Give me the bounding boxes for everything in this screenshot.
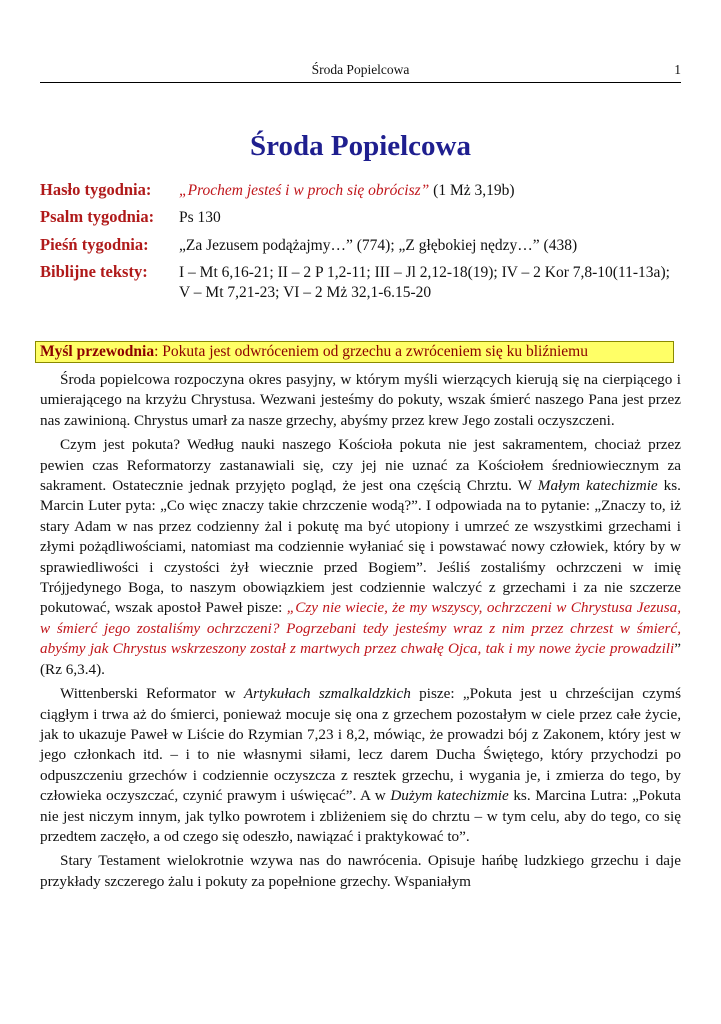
running-header	[40, 60, 681, 83]
guiding-thought-label: Myśl przewodnia	[40, 343, 155, 360]
book-title: Dużym katechizmie	[390, 787, 509, 805]
readings-label: Biblijne teksty:	[40, 262, 148, 281]
guiding-thought-box	[35, 341, 674, 363]
song-value: „Za Jezusem podążajmy…” (774); „Z głębokiej nędzy…” (438)	[179, 237, 578, 254]
guiding-thought-text: : Pokuta jest odwróceniem od grzechu a zwróceniem się ku bliźniemu	[154, 343, 588, 360]
motto-quote: „Prochem jesteś i w proch się obrócisz”	[179, 182, 430, 199]
psalm-value: Ps 130	[179, 209, 221, 226]
readings-value: I – Mt 6,16-21; II – 2 P 1,2-11; III – Jl 2,12-18(19); IV – 2 Kor 7,8-10(11-13a); V – Mt 7,21-23; VI – 2 Mż 32,1-6.15-20	[179, 264, 670, 301]
paragraph: Stary Testament wielokrotnie wzywa nas do nawrócenia. Opisuje hańbę ludzkiego grzechu i daje przykłady szczerego żalu i pokuty za popełnione grzechy. Wspaniałym	[40, 852, 681, 890]
body-text	[40, 370, 681, 896]
page-number: 1	[674, 62, 681, 77]
psalm-label: Psalm tygodnia:	[40, 207, 155, 226]
scripture-quote: „Czy nie wiecie, że my wszyscy, ochrzczeni w Chrystusa Jezusa, w śmierć jego zostaliśmy ochrzczeni? Pogrzebani tedy jesteśmy wraz z nim przez chrzest w śmierć, abyśmy jak Chrystus wskrzeszony został z martwych przez chwałę Ojca, tak i my nowe życie prowadzili	[40, 599, 681, 658]
book-title: Małym katechizmie	[537, 477, 658, 495]
paragraph: Wittenberski Reformator w Artykułach szmalkaldzkich pisze: „Pokuta jest u chrześcijan czymś ciągłym i trwa aż do śmierci, ponieważ mocuje się ona z grzechem pozostałym w ciele przez całe życie, jak to ukazuje Paweł w Liście do Rzymian 7,23 i 8,2, mówiąc, że prowadzi bój z Zakonem, który jest w jego członkach itd. – i to nie własnymi siłami, lecz darem Ducha Świętego, który przychodzi po odpuszczeniu grzechów i codziennie oczyszcza z resztek grzechu, i wygania je, i zmierza do tego, by człowieka oczyszczać, czynić prawym i uświęcać”. A w Dużym katechizmie ks. Marcina Lutra: „Pokuta nie jest niczym innym, jak tylko powrotem i zbliżeniem się do chrztu – w tym celu, aby do tego, co się przedtem zaczęło, a od czego się odeszło, nawiązać i praktykować to”.	[40, 685, 682, 845]
page-title: Środa Popielcowa	[250, 130, 471, 162]
paragraph: Środa popielcowa rozpoczyna okres pasyjny, w którym myśli wierzących kierują się na cierpiącego i umierającego na krzyżu Chrystusa. Wezwani jesteśmy do pokuty, wszak śmierć naszego Pana jest przez nas zawinioną. Chrystus umarł za nasze grzechy, abyśmy przez krew Jego zostali oczyszczeni.	[40, 371, 681, 429]
motto-reference: (1 Mż 3,19b)	[429, 182, 515, 199]
song-label: Pieśń tygodnia:	[40, 235, 149, 254]
motto-label: Hasło tygodnia:	[40, 180, 152, 199]
motto-row	[40, 180, 681, 201]
readings-row	[40, 262, 681, 303]
running-title: Środa Popielcowa	[311, 62, 410, 77]
book-title: Artykułach szmalkaldzkich	[243, 685, 411, 703]
song-row	[40, 235, 681, 256]
paragraph: Czym jest pokuta? Według nauki naszego Kościoła pokuta nie jest sakramentem, chociaż przez pewien czas Reformatorzy zastanawiali się, czy jej nie uznać za Kościołem średniowiecznym za sakrament. Ostatecznie jednak przyjęto pogląd, że jest ona częścią Chrztu. W Małym katechizmie ks. Marcin Luter pyta: „Co więc znaczy takie chrzczenie wodą?”. I odpowiada na to pytanie: „Znaczy to, iż stary Adam w nas przez codzienny żal i pokutę ma być utopiony i umrzeć ze wszystkimi grzechami i złymi pożądliwościami, natomiast ma codziennie wyłaniać się i powstawać nowy człowiek, który by w sprawiedliwości i czystości żył wiecznie przed Bogiem”. Jeśliś zostaliśmy ochrzczeni w imię Trójjedynego Boga, to naszym obowiązkiem jest codziennie walczyć z grzechami i za nie szczerze pokutować, wszak apostoł Paweł pisze: „Czy nie wiecie, że my wszyscy, ochrzczeni w Chrystusa Jezusa, w śmierć jego zostaliśmy ochrzczeni? Pogrzebani tedy jesteśmy wraz z nim przez chrzest w śmierć, abyśmy jak Chrystus wskrzeszony został z martwych przez chwałę Ojca, tak i my nowe życie prowadzili” (Rz 6,3.4).	[40, 436, 681, 678]
meta-block	[40, 180, 681, 303]
psalm-row	[40, 207, 681, 228]
